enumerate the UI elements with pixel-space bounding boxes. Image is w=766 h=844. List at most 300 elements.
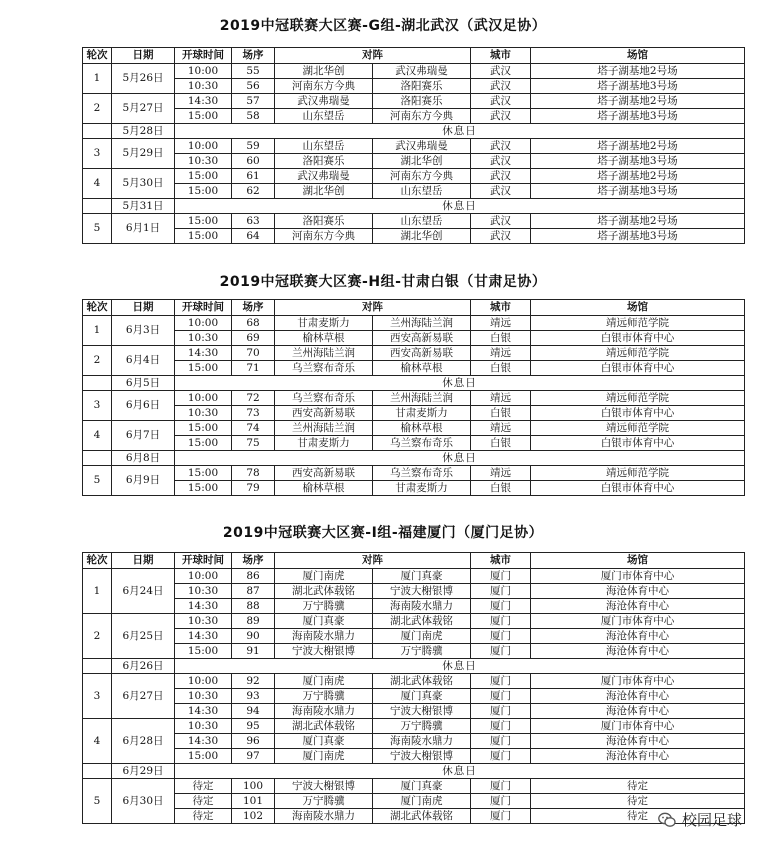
away-team: 河南东方今典 — [373, 169, 471, 184]
venue: 塔子湖基地3号场 — [531, 109, 745, 124]
rest-date: 5月28日 — [112, 124, 175, 139]
away-team: 湖北武体载铭 — [373, 614, 471, 629]
venue: 白银市体育中心 — [531, 406, 745, 421]
kickoff-time: 10:00 — [175, 316, 232, 331]
venue: 塔子湖基地3号场 — [531, 79, 745, 94]
kickoff-time: 15:00 — [175, 109, 232, 124]
city: 武汉 — [471, 94, 531, 109]
match-number: 101 — [232, 794, 275, 809]
rest-day-label: 休息日 — [175, 764, 745, 779]
rest-date: 6月29日 — [112, 764, 175, 779]
rest-date: 5月31日 — [112, 199, 175, 214]
match-number: 69 — [232, 331, 275, 346]
away-team: 乌兰察布奇乐 — [373, 466, 471, 481]
match-date: 5月27日 — [112, 94, 175, 124]
city: 靖远 — [471, 421, 531, 436]
table-row — [83, 794, 745, 809]
city: 厦门 — [471, 809, 531, 824]
city: 武汉 — [471, 79, 531, 94]
match-number: 78 — [232, 466, 275, 481]
match-number: 87 — [232, 584, 275, 599]
section-title-h: 2019中冠联赛大区赛-H组-甘肃白银（甘肃足协） — [219, 274, 547, 290]
empty-cell — [83, 199, 112, 214]
header-round: 轮次 — [83, 48, 112, 64]
match-number: 71 — [232, 361, 275, 376]
table-row — [83, 316, 745, 331]
home-team: 海南陵水鼎力 — [275, 629, 373, 644]
venue: 厦门市体育中心 — [531, 569, 745, 584]
kickoff-time: 10:30 — [175, 331, 232, 346]
empty-cell — [83, 659, 112, 674]
schedule-table-g — [82, 47, 745, 244]
empty-cell — [83, 124, 112, 139]
kickoff-time: 10:30 — [175, 79, 232, 94]
city: 武汉 — [471, 229, 531, 244]
wechat-icon — [658, 812, 676, 828]
round-number: 5 — [83, 466, 112, 496]
match-date: 6月25日 — [112, 614, 175, 659]
empty-cell — [83, 376, 112, 391]
away-team: 乌兰察布奇乐 — [373, 436, 471, 451]
table-row — [83, 94, 745, 109]
rest-date: 6月5日 — [112, 376, 175, 391]
match-number: 63 — [232, 214, 275, 229]
header-venue: 场馆 — [531, 300, 745, 316]
header-venue: 场馆 — [531, 553, 745, 569]
venue: 厦门市体育中心 — [531, 614, 745, 629]
round-number: 5 — [83, 214, 112, 244]
venue: 塔子湖基地3号场 — [531, 229, 745, 244]
section-title-g: 2019中冠联赛大区赛-G组-湖北武汉（武汉足协） — [219, 18, 547, 34]
table-row — [83, 779, 745, 794]
venue: 靖远师范学院 — [531, 346, 745, 361]
venue: 靖远师范学院 — [531, 316, 745, 331]
away-team: 海南陵水鼎力 — [373, 599, 471, 614]
round-number: 1 — [83, 569, 112, 614]
table-row — [83, 809, 745, 824]
schedule-table-i — [82, 552, 745, 824]
away-team: 湖北武体载铭 — [373, 809, 471, 824]
kickoff-time: 15:00 — [175, 644, 232, 659]
match-date: 6月7日 — [112, 421, 175, 451]
home-team: 西安高新易联 — [275, 466, 373, 481]
header-date: 日期 — [112, 553, 175, 569]
kickoff-time: 15:00 — [175, 361, 232, 376]
kickoff-time: 15:00 — [175, 466, 232, 481]
home-team: 榆林草根 — [275, 481, 373, 496]
venue: 海沧体育中心 — [531, 599, 745, 614]
match-date: 6月9日 — [112, 466, 175, 496]
header-city: 城市 — [471, 300, 531, 316]
venue: 塔子湖基地2号场 — [531, 64, 745, 79]
kickoff-time: 10:30 — [175, 584, 232, 599]
away-team: 湖北武体载铭 — [373, 674, 471, 689]
match-number: 58 — [232, 109, 275, 124]
away-team: 西安高新易联 — [373, 346, 471, 361]
table-row — [83, 361, 745, 376]
away-team: 山东望岳 — [373, 214, 471, 229]
home-team: 乌兰察布奇乐 — [275, 391, 373, 406]
table-row — [83, 629, 745, 644]
kickoff-time: 10:00 — [175, 674, 232, 689]
home-team: 兰州海陆兰润 — [275, 421, 373, 436]
away-team: 厦门真豪 — [373, 779, 471, 794]
round-number: 5 — [83, 779, 112, 824]
table-row — [83, 64, 745, 79]
table-row — [83, 749, 745, 764]
kickoff-time: 15:00 — [175, 481, 232, 496]
venue: 塔子湖基地2号场 — [531, 214, 745, 229]
table-row — [83, 406, 745, 421]
away-team: 宁波大榭银博 — [373, 584, 471, 599]
table-row — [83, 184, 745, 199]
venue: 塔子湖基地2号场 — [531, 169, 745, 184]
venue: 海沧体育中心 — [531, 584, 745, 599]
round-number: 1 — [83, 64, 112, 94]
table-row — [83, 346, 745, 361]
header-row — [83, 553, 745, 569]
city: 厦门 — [471, 719, 531, 734]
city: 武汉 — [471, 214, 531, 229]
home-team: 榆林草根 — [275, 331, 373, 346]
header-row — [83, 300, 745, 316]
header-match-no: 场序 — [232, 48, 275, 64]
kickoff-time: 10:30 — [175, 614, 232, 629]
kickoff-time: 10:30 — [175, 406, 232, 421]
home-team: 海南陵水鼎力 — [275, 809, 373, 824]
table-row — [83, 584, 745, 599]
round-number: 2 — [83, 614, 112, 659]
city: 白银 — [471, 331, 531, 346]
away-team: 甘肃麦斯力 — [373, 481, 471, 496]
away-team: 海南陵水鼎力 — [373, 734, 471, 749]
match-number: 68 — [232, 316, 275, 331]
venue: 白银市体育中心 — [531, 481, 745, 496]
kickoff-time: 10:30 — [175, 154, 232, 169]
city: 靖远 — [471, 346, 531, 361]
match-number: 59 — [232, 139, 275, 154]
header-date: 日期 — [112, 300, 175, 316]
venue: 海沧体育中心 — [531, 749, 745, 764]
match-date: 6月27日 — [112, 674, 175, 719]
header-city: 城市 — [471, 48, 531, 64]
match-number: 55 — [232, 64, 275, 79]
home-team: 洛阳赛乐 — [275, 214, 373, 229]
home-team: 武汉弗瑞曼 — [275, 94, 373, 109]
table-row — [83, 599, 745, 614]
venue: 待定 — [531, 794, 745, 809]
header-fixture: 对阵 — [275, 300, 471, 316]
home-team: 西安高新易联 — [275, 406, 373, 421]
rest-date: 6月26日 — [112, 659, 175, 674]
match-number: 70 — [232, 346, 275, 361]
kickoff-time: 15:00 — [175, 184, 232, 199]
city: 厦门 — [471, 704, 531, 719]
venue: 靖远师范学院 — [531, 421, 745, 436]
table-row — [83, 689, 745, 704]
city: 厦门 — [471, 674, 531, 689]
city: 靖远 — [471, 316, 531, 331]
round-number: 1 — [83, 316, 112, 346]
away-team: 兰州海陆兰润 — [373, 316, 471, 331]
away-team: 湖北华创 — [373, 154, 471, 169]
empty-cell — [83, 764, 112, 779]
city: 武汉 — [471, 139, 531, 154]
table-row — [83, 734, 745, 749]
round-number: 4 — [83, 169, 112, 199]
venue: 白银市体育中心 — [531, 361, 745, 376]
header-fixture: 对阵 — [275, 553, 471, 569]
city: 靖远 — [471, 466, 531, 481]
match-date: 6月1日 — [112, 214, 175, 244]
match-number: 90 — [232, 629, 275, 644]
home-team: 湖北武体载铭 — [275, 584, 373, 599]
away-team: 榆林草根 — [373, 421, 471, 436]
table-row — [83, 614, 745, 629]
round-number: 3 — [83, 139, 112, 169]
city: 厦门 — [471, 614, 531, 629]
venue: 塔子湖基地3号场 — [531, 154, 745, 169]
city: 厦门 — [471, 584, 531, 599]
kickoff-time: 14:30 — [175, 704, 232, 719]
city: 白银 — [471, 481, 531, 496]
city: 白银 — [471, 361, 531, 376]
venue: 靖远师范学院 — [531, 466, 745, 481]
match-number: 74 — [232, 421, 275, 436]
table-row — [83, 169, 745, 184]
city: 白银 — [471, 436, 531, 451]
city: 武汉 — [471, 154, 531, 169]
home-team: 宁波大榭银博 — [275, 644, 373, 659]
away-team: 榆林草根 — [373, 361, 471, 376]
rest-day-row — [83, 199, 745, 214]
away-team: 兰州海陆兰润 — [373, 391, 471, 406]
venue: 海沧体育中心 — [531, 629, 745, 644]
table-row — [83, 214, 745, 229]
header-match-no: 场序 — [232, 553, 275, 569]
kickoff-time: 10:00 — [175, 64, 232, 79]
venue: 白银市体育中心 — [531, 436, 745, 451]
home-team: 山东望岳 — [275, 139, 373, 154]
kickoff-time: 14:30 — [175, 734, 232, 749]
home-team: 河南东方今典 — [275, 79, 373, 94]
match-number: 75 — [232, 436, 275, 451]
kickoff-time: 15:00 — [175, 749, 232, 764]
header-fixture: 对阵 — [275, 48, 471, 64]
match-number: 57 — [232, 94, 275, 109]
rest-day-label: 休息日 — [175, 659, 745, 674]
match-date: 5月29日 — [112, 139, 175, 169]
round-number: 2 — [83, 94, 112, 124]
match-number: 89 — [232, 614, 275, 629]
away-team: 山东望岳 — [373, 184, 471, 199]
city: 武汉 — [471, 109, 531, 124]
kickoff-time: 14:30 — [175, 346, 232, 361]
match-number: 93 — [232, 689, 275, 704]
table-row — [83, 229, 745, 244]
header-date: 日期 — [112, 48, 175, 64]
home-team: 河南东方今典 — [275, 229, 373, 244]
away-team: 武汉弗瑞曼 — [373, 64, 471, 79]
table-row — [83, 719, 745, 734]
match-number: 95 — [232, 719, 275, 734]
venue: 厦门市体育中心 — [531, 719, 745, 734]
match-number: 62 — [232, 184, 275, 199]
kickoff-time: 待定 — [175, 809, 232, 824]
table-row — [83, 569, 745, 584]
watermark-text: 校园足球 — [681, 811, 742, 829]
home-team: 乌兰察布奇乐 — [275, 361, 373, 376]
away-team: 厦门真豪 — [373, 689, 471, 704]
kickoff-time: 15:00 — [175, 169, 232, 184]
home-team: 万宁腾骥 — [275, 689, 373, 704]
match-number: 72 — [232, 391, 275, 406]
home-team: 武汉弗瑞曼 — [275, 169, 373, 184]
kickoff-time: 14:30 — [175, 629, 232, 644]
home-team: 甘肃麦斯力 — [275, 316, 373, 331]
kickoff-time: 15:00 — [175, 214, 232, 229]
table-row — [83, 331, 745, 346]
rest-day-label: 休息日 — [175, 376, 745, 391]
kickoff-time: 待定 — [175, 794, 232, 809]
kickoff-time: 10:30 — [175, 719, 232, 734]
venue: 海沧体育中心 — [531, 689, 745, 704]
table-row — [83, 139, 745, 154]
match-number: 92 — [232, 674, 275, 689]
table-row — [83, 391, 745, 406]
watermark — [658, 809, 742, 830]
away-team: 厦门南虎 — [373, 794, 471, 809]
table-row — [83, 644, 745, 659]
home-team: 洛阳赛乐 — [275, 154, 373, 169]
venue: 海沧体育中心 — [531, 644, 745, 659]
away-team: 湖北华创 — [373, 229, 471, 244]
away-team: 西安高新易联 — [373, 331, 471, 346]
rest-day-label: 休息日 — [175, 199, 745, 214]
table-row — [83, 436, 745, 451]
table-row — [83, 109, 745, 124]
venue: 海沧体育中心 — [531, 734, 745, 749]
kickoff-time: 15:00 — [175, 436, 232, 451]
kickoff-time: 10:00 — [175, 139, 232, 154]
kickoff-time: 14:30 — [175, 94, 232, 109]
home-team: 甘肃麦斯力 — [275, 436, 373, 451]
rest-day-row — [83, 659, 745, 674]
home-team: 山东望岳 — [275, 109, 373, 124]
home-team: 海南陵水鼎力 — [275, 704, 373, 719]
venue: 塔子湖基地2号场 — [531, 139, 745, 154]
venue: 待定 — [531, 779, 745, 794]
venue: 海沧体育中心 — [531, 704, 745, 719]
venue: 塔子湖基地3号场 — [531, 184, 745, 199]
rest-day-label: 休息日 — [175, 124, 745, 139]
match-date: 6月3日 — [112, 316, 175, 346]
home-team: 宁波大榭银博 — [275, 779, 373, 794]
home-team: 湖北华创 — [275, 184, 373, 199]
table-row — [83, 481, 745, 496]
match-number: 73 — [232, 406, 275, 421]
rest-day-row — [83, 764, 745, 779]
away-team: 宁波大榭银博 — [373, 704, 471, 719]
city: 厦门 — [471, 749, 531, 764]
match-number: 64 — [232, 229, 275, 244]
venue: 靖远师范学院 — [531, 391, 745, 406]
home-team: 厦门南虎 — [275, 569, 373, 584]
city: 厦门 — [471, 629, 531, 644]
away-team: 万宁腾骥 — [373, 644, 471, 659]
city: 厦门 — [471, 569, 531, 584]
venue: 厦门市体育中心 — [531, 674, 745, 689]
match-number: 94 — [232, 704, 275, 719]
home-team: 厦门南虎 — [275, 749, 373, 764]
away-team: 厦门真豪 — [373, 569, 471, 584]
kickoff-time: 10:00 — [175, 569, 232, 584]
home-team: 厦门南虎 — [275, 674, 373, 689]
schedule-table-h — [82, 299, 745, 496]
rest-date: 6月8日 — [112, 451, 175, 466]
round-number: 4 — [83, 421, 112, 451]
city: 武汉 — [471, 169, 531, 184]
round-number: 3 — [83, 391, 112, 421]
city: 靖远 — [471, 391, 531, 406]
away-team: 河南东方今典 — [373, 109, 471, 124]
match-number: 91 — [232, 644, 275, 659]
city: 武汉 — [471, 184, 531, 199]
home-team: 湖北华创 — [275, 64, 373, 79]
match-date: 6月4日 — [112, 346, 175, 376]
match-date: 6月30日 — [112, 779, 175, 824]
match-number: 86 — [232, 569, 275, 584]
home-team: 兰州海陆兰润 — [275, 346, 373, 361]
header-row — [83, 48, 745, 64]
header-kickoff: 开球时间 — [175, 553, 232, 569]
kickoff-time: 15:00 — [175, 421, 232, 436]
match-number: 56 — [232, 79, 275, 94]
away-team: 宁波大榭银博 — [373, 749, 471, 764]
home-team: 万宁腾骥 — [275, 599, 373, 614]
rest-day-row — [83, 451, 745, 466]
home-team: 湖北武体载铭 — [275, 719, 373, 734]
match-date: 5月26日 — [112, 64, 175, 94]
rest-day-row — [83, 124, 745, 139]
home-team: 厦门真豪 — [275, 614, 373, 629]
header-round: 轮次 — [83, 553, 112, 569]
away-team: 甘肃麦斯力 — [373, 406, 471, 421]
kickoff-time: 10:30 — [175, 689, 232, 704]
away-team: 洛阳赛乐 — [373, 94, 471, 109]
away-team: 洛阳赛乐 — [373, 79, 471, 94]
venue: 塔子湖基地2号场 — [531, 94, 745, 109]
table-row — [83, 674, 745, 689]
rest-day-row — [83, 376, 745, 391]
match-date: 6月24日 — [112, 569, 175, 614]
city: 厦门 — [471, 734, 531, 749]
venue: 白银市体育中心 — [531, 331, 745, 346]
round-number: 2 — [83, 346, 112, 376]
table-row — [83, 421, 745, 436]
match-number: 102 — [232, 809, 275, 824]
header-match-no: 场序 — [232, 300, 275, 316]
kickoff-time: 待定 — [175, 779, 232, 794]
city: 厦门 — [471, 794, 531, 809]
kickoff-time: 14:30 — [175, 599, 232, 614]
empty-cell — [83, 451, 112, 466]
section-title-i: 2019中冠联赛大区赛-I组-福建厦门（厦门足协） — [222, 525, 544, 541]
away-team: 武汉弗瑞曼 — [373, 139, 471, 154]
venue: 待定 — [531, 809, 745, 824]
table-row — [83, 154, 745, 169]
header-kickoff: 开球时间 — [175, 300, 232, 316]
